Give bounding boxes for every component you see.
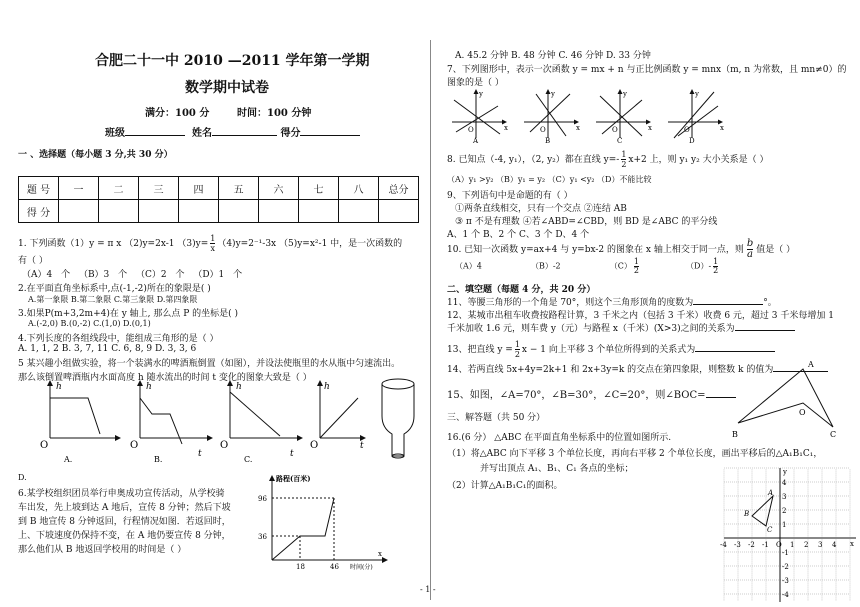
table-cell: 六 <box>259 177 299 200</box>
score-cell[interactable] <box>139 200 179 223</box>
y-tick: 4 <box>782 479 787 487</box>
question-10 <box>447 239 795 260</box>
class-label: 班级 <box>105 128 125 139</box>
answer-blank[interactable] <box>693 295 763 305</box>
question-1-text: 1. 下列函数（1）y = π x （2)y=2x-1 （3)y= <box>18 239 209 249</box>
graph-label: B <box>545 137 551 145</box>
fraction-numerator: 1 <box>621 150 627 159</box>
fraction-denominator: 2 <box>713 266 719 275</box>
table-cell: 一 <box>59 177 99 200</box>
vertex-label: A <box>808 360 814 369</box>
score-label: 得分 <box>280 128 301 139</box>
point-label: C <box>767 526 773 534</box>
axis-label: h <box>146 382 152 392</box>
fraction <box>634 258 639 275</box>
question-5-b: 那么该倒置啤酒瓶内水面高度 h 随水流出的时间 t 变化的图象大致是（ ） <box>18 373 312 383</box>
vertex-label: O <box>799 408 806 417</box>
score-table-header-row <box>19 177 419 200</box>
graph-d <box>310 381 365 451</box>
score-cell[interactable] <box>259 200 299 223</box>
fraction-numerator: 1 <box>713 257 719 266</box>
table-cell: 五 <box>219 177 259 200</box>
question-7-a: 7、下列图形中，表示一次函数 y = mx + n 与正比例函数 y = mnx（m, n 为常数，且 mn≠0）的 <box>447 65 847 75</box>
score-table-score-row <box>19 200 419 223</box>
fraction <box>713 258 718 275</box>
axis-label: x <box>648 124 652 132</box>
question-12-b <box>447 321 795 334</box>
question-12-a: 12、某城市出租车收费按路程计算，3 千米之内（包括 3 千米）收费 6 元，超过 3 千米每增加 1 <box>447 311 834 321</box>
graph-label-d: D. <box>18 473 27 482</box>
coordinate-grid <box>720 466 860 606</box>
question-9: 9、下列语句中是命题的有（ ） <box>447 191 573 201</box>
question-11-text: 11、等腰三角形的一个角是 70°，则这个三角形顶角的度数为 <box>447 298 694 308</box>
table-cell: 八 <box>339 177 379 200</box>
question-10-text-b: 值是（ ） <box>756 245 796 255</box>
question-8-options: （A）y₁ >y₂ （B）y₁ = y₂ （C）y₁ <y₂ （D）不能比较 <box>447 175 652 184</box>
question-7-b: 图象的是（ ） <box>447 78 504 88</box>
axis-label: O <box>540 126 546 134</box>
table-cell: 二 <box>99 177 139 200</box>
score-cell[interactable] <box>379 200 419 223</box>
axis-label: t <box>290 449 294 459</box>
question-14-text: 14、若两直线 5x+4y=2k+1 和 2x+3y=k 的交点在第四象限，则整数 k 的值为 <box>447 365 774 375</box>
question-2: 2.在平面直角坐标系中,点(-1,-2)所在的象限是( ) <box>18 284 211 294</box>
fraction-denominator: a <box>747 249 754 260</box>
question-16-a: （1）将△ABC 向下平移 3 个单位长度，再向右平移 2 个单位长度，画出平移后的△A₁B₁C₁， <box>447 449 823 459</box>
graph-b <box>130 381 212 464</box>
x-unit: 时间(分) <box>350 564 373 571</box>
question-6-d: 上、下坡速度仍保持不变，在 A 地仍要宣传 8 分钟， <box>18 531 231 541</box>
column-divider <box>430 40 431 600</box>
option-d: （D）- <box>686 261 712 271</box>
section2-title: 二、填空题（每题 4 分，共 20 分） <box>447 285 596 295</box>
axis-label: t <box>198 449 202 459</box>
x-tick: 18 <box>296 563 305 571</box>
fraction <box>747 239 753 260</box>
question-8-text-b: x+2 上，则 y₁ y₂ 大小关系是（ ） <box>628 155 769 165</box>
bottle-icon <box>382 379 414 458</box>
question-15 <box>447 386 736 401</box>
answer-blank[interactable] <box>735 321 795 331</box>
axis-label: y <box>623 90 627 98</box>
question-16: 16.(6 分） △ABC 在平面直角坐标系中的位置如图所示. <box>447 433 672 443</box>
y-tick: 3 <box>782 493 787 501</box>
question-9-options: A、1 个 B、2 个 C、3 个 D、4 个 <box>447 230 590 240</box>
point-label: A <box>768 489 774 497</box>
table-cell: 题 号 <box>19 177 59 200</box>
question-13 <box>447 340 775 359</box>
question-9-a: ①两条直线相交，只有一个交点 ②连结 AB <box>455 204 627 214</box>
question-1-text-b: （4)y=2⁻¹-3x （5)y=x²-1 中，是一次函数的 <box>217 239 403 249</box>
axis-label: x <box>850 540 854 548</box>
q7-graph-d <box>668 90 724 145</box>
question-6-a: 6.某学校组织团员举行申奥成功宣传活动，从学校骑 <box>18 489 225 499</box>
score-cell[interactable] <box>219 200 259 223</box>
question-6-options: A. 45.2 分钟 B. 48 分钟 C. 46 分钟 D. 33 分钟 <box>455 51 651 61</box>
question-1-options: （A）4 个 （B）3 个 （C）2 个 （D）1 个 <box>22 270 243 280</box>
axis-label: O <box>40 440 49 451</box>
option-a: （A）4 <box>455 261 482 271</box>
q5-graphs <box>40 376 420 466</box>
score-table <box>18 176 419 223</box>
exam-title: 数学期中试卷 <box>185 80 269 96</box>
graph-c <box>220 381 302 464</box>
score-cell[interactable] <box>59 200 99 223</box>
axis-label: O <box>310 440 319 451</box>
axis-label: x <box>720 124 724 132</box>
score-field[interactable] <box>300 125 360 136</box>
name-field[interactable] <box>212 125 277 136</box>
q7-graph-b <box>524 90 580 145</box>
graph-label: C <box>617 137 623 145</box>
x-tick: 2 <box>804 541 809 549</box>
fraction-denominator: 2 <box>514 350 520 359</box>
question-6-e: 那么他们从 B 地返回学校用的时间是（ ） <box>18 545 187 555</box>
axis-label: y <box>783 468 787 476</box>
question-8-text: 8. 已知点（-4, y₁），（2, y₂）都在直线 y=- <box>447 155 620 165</box>
graph-label: A. <box>64 455 73 464</box>
vertex-label: C <box>830 430 837 439</box>
fraction-denominator: 2 <box>633 266 639 275</box>
fraction-denominator: x <box>210 244 216 253</box>
graph-label: A <box>473 137 479 145</box>
axis-label: y <box>551 90 555 98</box>
name-label: 姓名 <box>191 128 212 139</box>
axis-label: h <box>56 382 62 392</box>
y-tick: -3 <box>782 577 789 585</box>
question-10-options <box>455 258 720 275</box>
x-tick: 1 <box>790 541 795 549</box>
question-4-options: A. 1, 1, 2 B. 3, 7, 11 C. 6, 8, 9 D. 3, 3, 6 <box>18 344 197 354</box>
question-3: 3.如果P(m+3,2m+4)在 y 轴上, 那么点 P 的坐标是( ) <box>18 309 239 319</box>
score-cell[interactable] <box>179 200 219 223</box>
student-info-line <box>105 124 360 139</box>
option-b: （B）-2 <box>530 261 561 271</box>
answer-blank[interactable] <box>695 342 775 352</box>
school-title: 合肥二十一中 2010 —2011 学年第一学期 <box>95 53 370 69</box>
question-6-c: 到 B 地宣传 8 分钟返回，行程情况如图．若返回时， <box>18 517 231 527</box>
x-tick: 3 <box>818 541 823 549</box>
page-number: - 1 - <box>420 585 436 594</box>
axis-label: h <box>236 382 242 392</box>
question-1 <box>18 234 402 253</box>
q7-graph-c <box>596 90 652 145</box>
question-11-end: °。 <box>763 298 777 308</box>
axis-label: t <box>360 441 364 451</box>
question-1-c: 有（ ） <box>18 256 48 266</box>
question-10-text: 10. 已知一次函数 y=ax+4 与 y=bx-2 的图象在 x 轴上相交于同一点，则 <box>447 245 744 255</box>
question-12-text: 千米加收 1.6 元，则车费 y（元）与路程 x（千米）(X>3)之间的关系为 <box>447 324 735 334</box>
question-6-b: 车出发，先上坡到达 A 地后，宣传 8 分钟；然后下坡 <box>18 503 231 513</box>
question-13-text: 13、把直线 y = <box>447 345 513 355</box>
x-tick: O <box>776 541 782 549</box>
y-tick: -4 <box>782 591 789 599</box>
x-tick: -2 <box>748 541 755 549</box>
question-11 <box>447 295 777 308</box>
table-cell: 四 <box>179 177 219 200</box>
y-tick: 2 <box>782 507 787 515</box>
section1-title: 一 、选择题（每小题 3 分,共 30 分） <box>18 150 173 160</box>
class-field[interactable] <box>125 125 185 136</box>
axis-label: O <box>468 126 474 134</box>
y-tick: 36 <box>258 533 267 541</box>
graph-a <box>40 381 120 464</box>
question-8 <box>447 150 768 169</box>
fraction-numerator: 1 <box>514 340 520 349</box>
table-cell: 三 <box>139 177 179 200</box>
y-tick: -1 <box>782 549 789 557</box>
table-cell: 总分 <box>379 177 419 200</box>
question-16-b: 并写出顶点 A₁、B₁、C₁ 各点的坐标； <box>480 464 634 474</box>
question-4: 4.下列长度的各组线段中，能组成三角形的是（ ） <box>18 334 219 344</box>
graph-label: C. <box>244 455 253 464</box>
score-cell[interactable] <box>299 200 339 223</box>
x-tick: 4 <box>832 541 837 549</box>
axis-label: x <box>576 124 580 132</box>
q7-graph-a <box>452 90 508 145</box>
axis-label: O <box>220 440 229 451</box>
table-cell: 得 分 <box>19 200 59 223</box>
q7-graphs <box>448 86 738 144</box>
fraction <box>621 150 626 169</box>
option-c: （C） <box>609 261 632 271</box>
fraction-numerator: 1 <box>633 257 639 266</box>
axis-label: O <box>612 126 618 134</box>
x-tick: -3 <box>734 541 741 549</box>
axis-label: x <box>504 124 508 132</box>
question-5-a: 5 某兴趣小组做实验，将一个装满水的啤酒瓶倒置（如图），并设法使瓶里的水从瓶中匀速流出。 <box>18 359 401 369</box>
graph-label: D <box>689 137 695 145</box>
axis-label: O <box>130 440 139 451</box>
section3-title: 三、解答题（共 50 分） <box>447 413 546 423</box>
fraction-numerator: 1 <box>210 234 216 243</box>
x-tick: -4 <box>720 541 727 549</box>
full-score: 满分：100 分 <box>145 108 210 119</box>
chart-ylabel: 路程(百米) <box>276 474 311 483</box>
y-tick: 1 <box>782 521 787 529</box>
point-label: B <box>744 510 750 518</box>
axis-label: h <box>324 382 330 392</box>
x-tick: 46 <box>330 563 339 571</box>
question-15-text: 15、如图，∠A=70°，∠B=30°，∠C=20°，则∠BOC= <box>447 390 706 401</box>
axis-label: y <box>479 90 483 98</box>
triangle-abc <box>752 496 773 526</box>
axis-label: O <box>684 126 690 134</box>
fraction-numerator: b <box>746 238 754 249</box>
chart-xlabel: x <box>378 550 382 558</box>
fraction-denominator: 2 <box>621 160 627 169</box>
fraction <box>210 234 215 253</box>
question-13-text-b: x − 1 向上平移 3 个单位所得到的关系式为 <box>521 345 696 355</box>
table-cell: 七 <box>299 177 339 200</box>
y-tick: 96 <box>258 495 267 503</box>
question-3-options: A.(-2,0) B.(0,-2) C.(1,0) D.(0,1) <box>28 319 151 328</box>
vertex-label: B <box>732 430 738 439</box>
exam-time: 时间：100 分钟 <box>237 108 312 119</box>
q15-figure <box>728 355 848 440</box>
y-tick: -2 <box>782 563 789 571</box>
score-cell[interactable] <box>339 200 379 223</box>
fraction <box>515 340 520 359</box>
axis-label: y <box>695 90 699 98</box>
graph-label: B. <box>154 455 163 464</box>
score-cell[interactable] <box>99 200 139 223</box>
x-tick: -1 <box>762 541 769 549</box>
question-2-options: A.第一象限 B.第二象限 C.第三象限 D.第四象限 <box>28 295 198 304</box>
question-9-b: ③ π 不是有理数 ④若∠ABD=∠CBD，则 BD 是∠ABC 的平分线 <box>455 217 718 227</box>
question-16-c: （2）计算△A₁B₁C₁的面积。 <box>447 481 563 491</box>
q6-chart <box>258 472 392 572</box>
